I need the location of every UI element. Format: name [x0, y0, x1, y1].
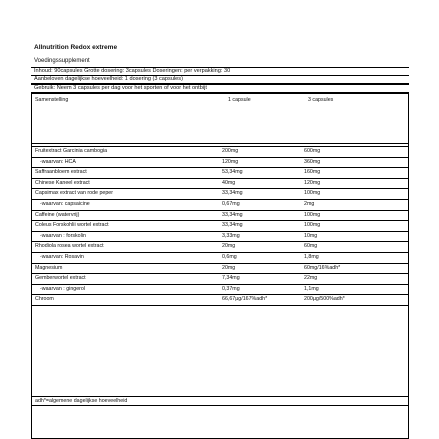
ingredient-name: Coleus Forskohlii wortel extract — [35, 222, 109, 229]
amount-one-capsule: 120mg — [222, 158, 239, 165]
table-row — [32, 242, 408, 253]
info-recommended-line: Aanbeloven dagelijkse hoeveelheid: 1 dosering (3 capsules) — [31, 76, 409, 84]
header-three-capsules: 3 capsules — [308, 97, 334, 103]
amount-one-capsule: 7,34mg — [222, 275, 240, 282]
amount-one-capsule: 0,67mg — [222, 200, 240, 207]
ingredient-name: Gemberwortel extract — [35, 275, 86, 282]
ingredient-name: Chroom — [35, 296, 54, 303]
ingredient-name: Magnesium — [35, 264, 63, 271]
amount-three-capsules: 360mg — [304, 158, 321, 165]
ingredient-name: -waarvan: capsaicine — [40, 200, 90, 207]
amount-three-capsules: 100mg — [304, 222, 321, 229]
ingredient-name: Rhodiola rosea wortel extract — [35, 243, 104, 250]
product-title: Allnutrition Redox extreme — [34, 44, 118, 51]
ingredient-name: Chinese Kaneel extract — [35, 179, 90, 186]
amount-one-capsule: 20mg — [222, 243, 236, 250]
amount-one-capsule: 53,34mg — [222, 169, 243, 176]
amount-one-capsule: 3,33mg — [222, 232, 240, 239]
ingredient-name: -waarvan : forskolin — [40, 232, 86, 239]
amount-three-capsules: 22mg — [304, 275, 318, 282]
table-row — [32, 285, 408, 296]
table-row — [32, 189, 408, 200]
table-row — [32, 158, 408, 169]
amount-three-capsules: 1,8mg — [304, 253, 319, 260]
ingredient-name: Fruitextract Garcinia cambogia — [35, 148, 108, 154]
table-row — [32, 295, 408, 306]
header-composition: Samenstelling — [35, 97, 69, 103]
amount-one-capsule: 20mg — [222, 264, 236, 271]
table-row — [32, 232, 408, 243]
amount-three-capsules: 100mg — [304, 190, 321, 197]
ingredient-name: Capsimax extract van rode peper — [35, 190, 114, 197]
ingredient-name: Caffeine (watervrij) — [35, 211, 80, 218]
ingredient-name: Saffraanbloem extract — [35, 169, 87, 176]
amount-three-capsules: 60mg/16%adh* — [304, 264, 341, 271]
amount-one-capsule: 200mg — [222, 148, 239, 154]
amount-one-capsule: 40mg — [222, 179, 236, 186]
composition-table — [31, 93, 409, 439]
amount-one-capsule: 0,6mg — [222, 253, 237, 260]
table-row — [32, 211, 408, 222]
amount-one-capsule: 33,34mg — [222, 222, 243, 229]
table-header — [32, 94, 408, 144]
info-usage-line: Gebruik: Neem 3 capsules per dag voor het sporten of voor het ontbijt — [31, 84, 409, 93]
amount-three-capsules: 100mg — [304, 211, 321, 218]
amount-three-capsules: 200µg/500%adh* — [304, 296, 345, 303]
ingredient-name: -waarvan : gingerol — [40, 285, 86, 292]
table-row — [32, 179, 408, 190]
header-one-capsule: 1 capsule — [228, 97, 251, 103]
ingredient-name: -waarvan: HCA — [40, 158, 76, 165]
table-row — [32, 146, 408, 158]
amount-three-capsules: 10mg — [304, 232, 318, 239]
table-body — [32, 146, 408, 306]
amount-three-capsules: 2mg — [304, 200, 315, 207]
info-contents-line: Inhoud: 90capsules Grotte dosering: 3capsules Doseringen: per verpakking: 30 — [31, 67, 409, 76]
table-row — [32, 274, 408, 285]
amount-three-capsules: 60mg — [304, 243, 318, 250]
table-row — [32, 253, 408, 264]
amount-one-capsule: 33,34mg — [222, 190, 243, 197]
ingredient-name: -waarvan: Rosavin — [40, 253, 84, 260]
amount-one-capsule: 33,34mg — [222, 211, 243, 218]
table-row — [32, 168, 408, 179]
amount-three-capsules: 120mg — [304, 179, 321, 186]
table-footnote: adh*=algemene dagelijkse hoeveelheid — [32, 396, 408, 406]
table-row — [32, 221, 408, 232]
amount-three-capsules: 600mg — [304, 148, 321, 154]
table-row — [32, 264, 408, 275]
amount-one-capsule: 66,67µg/167%adh* — [222, 296, 268, 303]
amount-three-capsules: 160mg — [304, 169, 321, 176]
amount-three-capsules: 1,1mg — [304, 285, 319, 292]
amount-one-capsule: 0,37mg — [222, 285, 240, 292]
table-row — [32, 200, 408, 211]
product-subtitle: Voedingssupplement — [34, 58, 90, 64]
